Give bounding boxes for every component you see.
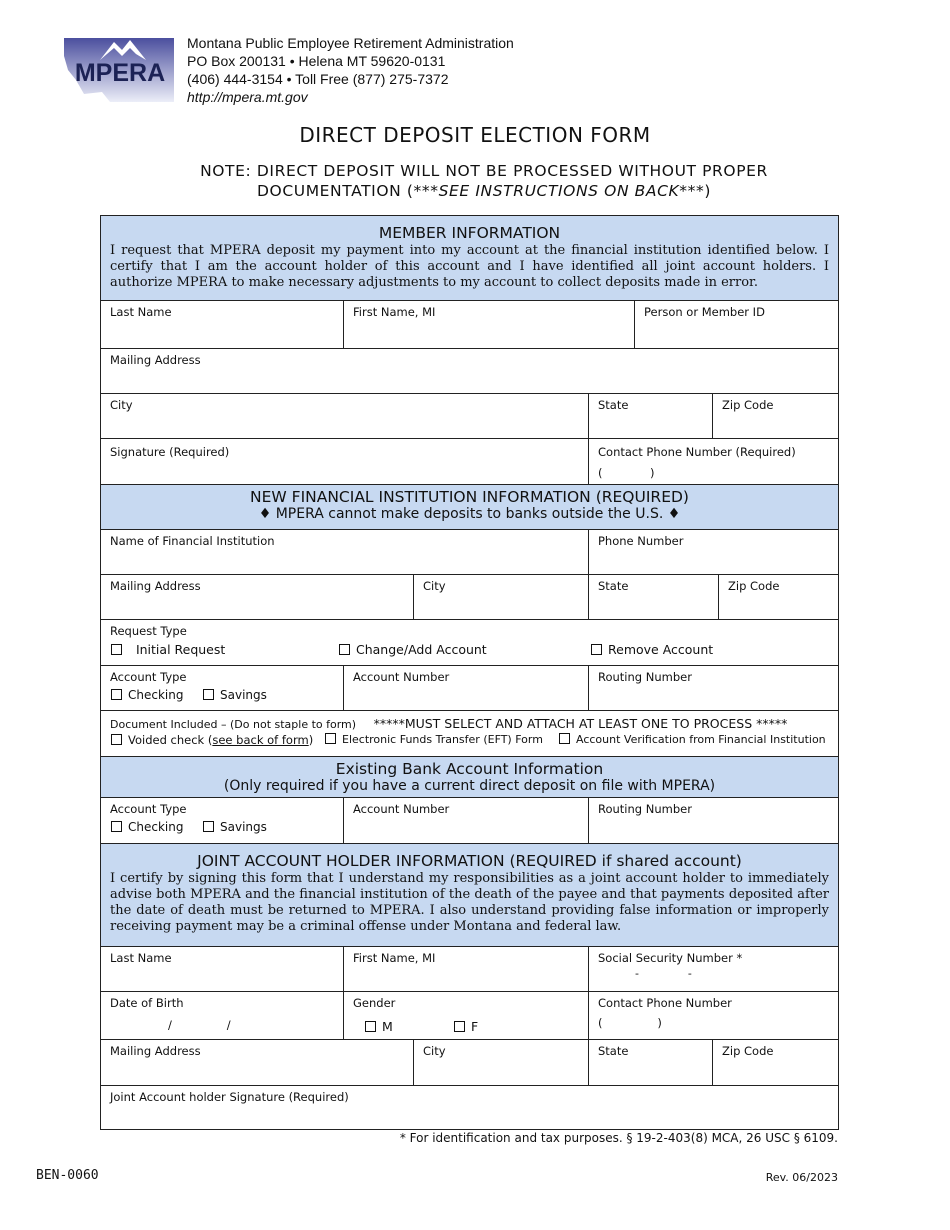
initial-request-checkbox[interactable] bbox=[111, 644, 122, 655]
joint-last-name-label: Last Name bbox=[110, 951, 172, 965]
new-routing-number-field[interactable] bbox=[588, 666, 838, 710]
institution-phone-label: Phone Number bbox=[598, 534, 684, 548]
note-instructions-emphasis: ***SEE INSTRUCTIONS ON BACK*** bbox=[413, 182, 705, 200]
member-zip-field[interactable] bbox=[712, 394, 838, 438]
member-signature-row bbox=[101, 439, 838, 485]
institution-mailing-address-field[interactable] bbox=[101, 575, 413, 619]
eft-form-label: Electronic Funds Transfer (EFT) Form bbox=[342, 733, 543, 746]
note-line1: NOTE: DIRECT DEPOSIT WILL NOT BE PROCESSED WITHOUT PROPER bbox=[200, 162, 768, 180]
mpera-logo bbox=[62, 36, 176, 104]
org-address: PO Box 200131 • Helena MT 59620-0131 bbox=[187, 53, 446, 69]
existing-account-number-field[interactable] bbox=[343, 798, 588, 843]
voided-check-suffix: ) bbox=[308, 733, 314, 747]
joint-city-field[interactable] bbox=[413, 1040, 588, 1085]
institution-phone-field[interactable] bbox=[588, 530, 838, 574]
direct-deposit-form bbox=[100, 215, 839, 1130]
voided-check-checkbox[interactable] bbox=[111, 734, 122, 745]
remove-account-option[interactable] bbox=[591, 642, 713, 657]
member-mailing-address-label: Mailing Address bbox=[110, 353, 201, 367]
member-first-name-label: First Name, MI bbox=[353, 305, 436, 319]
institution-state-label: State bbox=[598, 579, 629, 593]
member-state-field[interactable] bbox=[588, 394, 712, 438]
member-id-label: Person or Member ID bbox=[644, 305, 765, 319]
request-type-row bbox=[101, 620, 838, 666]
member-id-field[interactable] bbox=[634, 301, 838, 348]
joint-gender-group bbox=[343, 992, 588, 1039]
joint-last-name-field[interactable] bbox=[101, 947, 343, 991]
member-signature-label: Signature (Required) bbox=[110, 445, 230, 459]
joint-gender-label: Gender bbox=[353, 996, 396, 1010]
new-checking-option[interactable] bbox=[111, 688, 183, 702]
request-type-group bbox=[101, 620, 838, 665]
request-type-label: Request Type bbox=[110, 624, 187, 638]
joint-dob-label: Date of Birth bbox=[110, 996, 184, 1010]
institution-name-label: Name of Financial Institution bbox=[110, 534, 275, 548]
member-name-row bbox=[101, 301, 838, 349]
institution-section bbox=[101, 485, 838, 530]
existing-account-number-label: Account Number bbox=[353, 802, 450, 816]
joint-holder-title: JOINT ACCOUNT HOLDER INFORMATION (REQUIRED if shared account) bbox=[197, 852, 742, 870]
form-title: DIRECT DEPOSIT ELECTION FORM bbox=[299, 123, 651, 147]
new-account-row bbox=[101, 666, 838, 711]
existing-account-title: Existing Bank Account Information bbox=[335, 760, 604, 778]
note-line2-prefix: DOCUMENTATION ( bbox=[256, 182, 414, 200]
new-account-type-label: Account Type bbox=[110, 670, 187, 684]
joint-mailing-address-label: Mailing Address bbox=[110, 1044, 201, 1058]
gender-male-label: M bbox=[382, 1019, 393, 1034]
new-account-number-label: Account Number bbox=[353, 670, 450, 684]
member-info-section bbox=[101, 216, 838, 301]
org-website-link[interactable]: http://mpera.mt.gov bbox=[187, 89, 308, 105]
change-account-option[interactable] bbox=[339, 642, 487, 657]
existing-checking-option[interactable] bbox=[111, 820, 183, 834]
tax-purpose-footnote: * For identification and tax purposes. § 19-2-403(8) MCA, 26 USC § 6109. bbox=[399, 1131, 838, 1145]
new-account-number-field[interactable] bbox=[343, 666, 588, 710]
document-included-label: Document Included – (Do not staple to form) bbox=[110, 718, 357, 731]
see-back-of-form-link[interactable]: see back of form bbox=[212, 733, 309, 747]
gender-male-option[interactable] bbox=[365, 1019, 393, 1034]
joint-zip-field[interactable] bbox=[712, 1040, 838, 1085]
joint-contact-phone-label: Contact Phone Number bbox=[598, 996, 732, 1010]
gender-female-checkbox[interactable] bbox=[454, 1021, 465, 1032]
existing-checking-label: Checking bbox=[128, 820, 184, 834]
joint-dob-separators: / / bbox=[168, 1018, 231, 1032]
institution-city-field[interactable] bbox=[413, 575, 588, 619]
institution-zip-label: Zip Code bbox=[728, 579, 780, 593]
institution-title: NEW FINANCIAL INSTITUTION INFORMATION (REQUIRED) bbox=[250, 488, 689, 506]
change-account-checkbox[interactable] bbox=[339, 644, 350, 655]
existing-account-section bbox=[101, 757, 838, 798]
gender-female-option[interactable] bbox=[454, 1019, 478, 1034]
joint-signature-field[interactable] bbox=[101, 1086, 838, 1130]
joint-state-label: State bbox=[598, 1044, 629, 1058]
joint-mailing-address-field[interactable] bbox=[101, 1040, 413, 1085]
joint-first-name-field[interactable] bbox=[343, 947, 588, 991]
institution-city-label: City bbox=[423, 579, 446, 593]
member-contact-phone-field[interactable] bbox=[588, 439, 838, 484]
eft-form-checkbox[interactable] bbox=[325, 733, 336, 744]
new-savings-label: Savings bbox=[220, 688, 267, 702]
initial-request-option[interactable] bbox=[111, 642, 225, 657]
remove-account-checkbox[interactable] bbox=[591, 644, 602, 655]
institution-mailing-address-label: Mailing Address bbox=[110, 579, 201, 593]
joint-ssn-label: Social Security Number * bbox=[598, 951, 743, 965]
joint-signature-row bbox=[101, 1086, 838, 1130]
new-checking-checkbox[interactable] bbox=[111, 689, 122, 700]
institution-name-field[interactable] bbox=[101, 530, 588, 574]
revision-date: Rev. 06/2023 bbox=[765, 1171, 838, 1184]
member-last-name-label: Last Name bbox=[110, 305, 172, 319]
member-address-row bbox=[101, 349, 838, 394]
joint-ssn-field[interactable] bbox=[588, 947, 838, 991]
gender-male-checkbox[interactable] bbox=[365, 1021, 376, 1032]
institution-us-only-note: ♦ MPERA cannot make deposits to banks outside the U.S. ♦ bbox=[258, 506, 681, 522]
document-included-line bbox=[110, 716, 829, 732]
member-last-name-field[interactable] bbox=[101, 301, 343, 348]
member-city-label: City bbox=[110, 398, 133, 412]
document-included-row bbox=[101, 711, 838, 757]
gender-female-label: F bbox=[471, 1019, 479, 1034]
member-info-statement: I request that MPERA deposit my payment into my account at the financial institution identified below. I certify that I am the account holder of this account and I have identified all joint account holders. I authorize MPERA to make necessary adjustments to my account to collect deposits made in error. bbox=[110, 243, 829, 290]
joint-city-label: City bbox=[423, 1044, 446, 1058]
account-verification-option[interactable] bbox=[559, 733, 826, 746]
joint-holder-section bbox=[101, 844, 838, 947]
existing-account-row bbox=[101, 798, 838, 844]
voided-check-label: Voided check ( bbox=[128, 733, 213, 747]
new-checking-label: Checking bbox=[128, 688, 184, 702]
org-header bbox=[187, 34, 514, 106]
existing-savings-checkbox[interactable] bbox=[203, 821, 214, 832]
org-phone: (406) 444-3154 • Toll Free (877) 275-7372 bbox=[187, 71, 449, 87]
existing-savings-label: Savings bbox=[220, 820, 267, 834]
eft-form-option[interactable] bbox=[325, 733, 543, 746]
member-info-title: MEMBER INFORMATION bbox=[378, 224, 561, 242]
member-city-field[interactable] bbox=[101, 394, 588, 438]
existing-account-subtitle: (Only required if you have a current direct deposit on file with MPERA) bbox=[223, 778, 716, 794]
form-number: BEN-0060 bbox=[36, 1168, 99, 1183]
joint-dob-field[interactable] bbox=[101, 992, 343, 1039]
joint-holder-statement: I certify by signing this form that I understand my responsibilities as a joint account holder to immediately advise both MPERA and the financial institution of the death of the payee and that payments deposited after the date of death must be returned to MPERA. I also understand providing false information or improperly receiving payment may be a criminal offense under Montana and federal law. bbox=[110, 871, 829, 934]
new-account-type-group bbox=[101, 666, 343, 710]
must-select-warning: *****MUST SELECT AND ATTACH AT LEAST ONE TO PROCESS ***** bbox=[373, 716, 788, 731]
new-routing-number-label: Routing Number bbox=[598, 670, 692, 684]
joint-ssn-separators: - - bbox=[635, 967, 692, 980]
existing-savings-option[interactable] bbox=[203, 820, 267, 834]
member-zip-label: Zip Code bbox=[722, 398, 774, 412]
institution-address-row bbox=[101, 575, 838, 620]
remove-account-label: Remove Account bbox=[608, 642, 714, 657]
note-line2 bbox=[0, 181, 950, 201]
member-signature-field[interactable] bbox=[101, 439, 588, 484]
member-phone-area-code: ( ) bbox=[598, 466, 655, 480]
new-savings-checkbox[interactable] bbox=[203, 689, 214, 700]
existing-routing-number-field[interactable] bbox=[588, 798, 838, 843]
logo-text: MPERA bbox=[74, 59, 166, 87]
member-contact-phone-label: Contact Phone Number (Required) bbox=[598, 445, 796, 459]
joint-name-row bbox=[101, 947, 838, 992]
joint-zip-label: Zip Code bbox=[722, 1044, 774, 1058]
joint-contact-phone-field[interactable] bbox=[588, 992, 838, 1039]
joint-dob-row bbox=[101, 992, 838, 1040]
joint-phone-area-code: ( ) bbox=[598, 1016, 662, 1030]
new-savings-option[interactable] bbox=[203, 688, 267, 702]
document-included-group bbox=[101, 711, 838, 756]
institution-name-row bbox=[101, 530, 838, 575]
existing-account-type-group bbox=[101, 798, 343, 843]
institution-zip-field[interactable] bbox=[718, 575, 838, 619]
member-first-name-field[interactable] bbox=[343, 301, 634, 348]
member-city-row bbox=[101, 394, 838, 439]
initial-request-label: Initial Request bbox=[135, 642, 226, 657]
change-account-label: Change/Add Account bbox=[356, 642, 487, 657]
account-verification-checkbox[interactable] bbox=[559, 733, 570, 744]
joint-state-field[interactable] bbox=[588, 1040, 712, 1085]
member-mailing-address-field[interactable] bbox=[101, 349, 838, 393]
institution-state-field[interactable] bbox=[588, 575, 718, 619]
account-verification-label: Account Verification from Financial Institution bbox=[576, 733, 826, 746]
existing-account-type-label: Account Type bbox=[110, 802, 187, 816]
joint-signature-label: Joint Account holder Signature (Required) bbox=[110, 1090, 349, 1104]
note-line2-suffix: ) bbox=[704, 182, 711, 200]
existing-checking-checkbox[interactable] bbox=[111, 821, 122, 832]
documentation-note bbox=[0, 161, 950, 201]
org-name: Montana Public Employee Retirement Administration bbox=[187, 35, 514, 51]
voided-check-option[interactable] bbox=[111, 733, 313, 747]
joint-first-name-label: First Name, MI bbox=[353, 951, 436, 965]
joint-address-row bbox=[101, 1040, 838, 1086]
member-state-label: State bbox=[598, 398, 629, 412]
existing-routing-number-label: Routing Number bbox=[598, 802, 692, 816]
